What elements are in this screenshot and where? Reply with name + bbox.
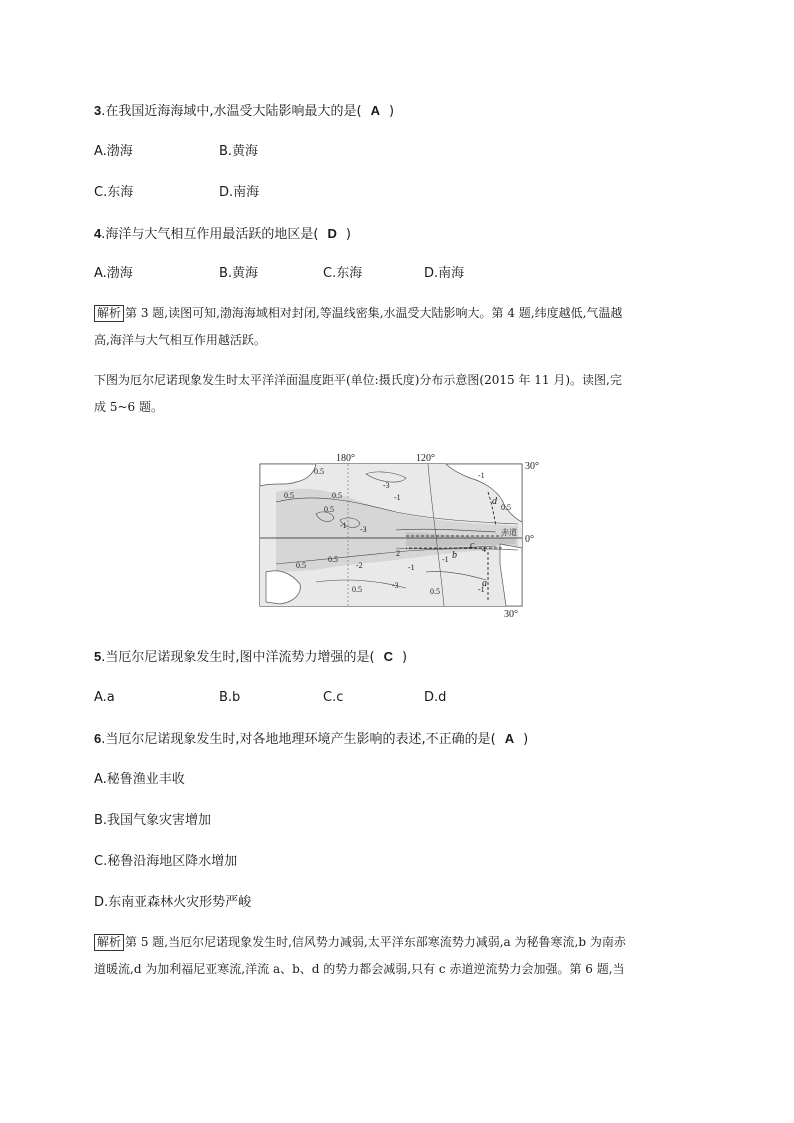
analysis-tag: 解析 — [94, 934, 124, 951]
question-number: 3 — [94, 103, 102, 118]
option-c: C.c — [323, 690, 344, 705]
option-c: C.东海 — [323, 266, 363, 281]
svg-text:-1: -1 — [478, 471, 485, 480]
svg-text:0.5: 0.5 — [328, 555, 338, 564]
option-d: D.南海 — [424, 266, 465, 281]
option-a: A.秘鲁渔业丰收 — [94, 772, 185, 787]
answer: A — [370, 103, 380, 118]
lat-label: 0° — [525, 534, 534, 545]
lon-label: 180° — [336, 453, 355, 464]
svg-text:-1: -1 — [394, 493, 401, 502]
answer: D — [327, 226, 337, 241]
svg-text:2: 2 — [396, 549, 400, 558]
current-label-d: d — [492, 496, 497, 507]
svg-text:0.5: 0.5 — [314, 467, 324, 476]
option-c: C.东海 — [94, 185, 134, 200]
svg-text:-1: -1 — [442, 555, 449, 564]
sst-anomaly-map — [256, 452, 546, 624]
svg-text:0.5: 0.5 — [352, 585, 362, 594]
option-c: C.秘鲁沿海地区降水增加 — [94, 854, 238, 869]
analysis-block-2: 解析 第 5 题,当厄尔尼诺现象发生时,信风势力减弱,太平洋东部寒流势力减弱,a 为秘鲁寒流,b 为南赤 道暖流,d 为加利福尼亚寒流,洋流 a、b、d 的势力都会减弱,只有 c 赤道逆流势力会加强。第 6 题,当 — [94, 935, 626, 976]
lon-label: 120° — [416, 453, 435, 464]
svg-text:-1: -1 — [408, 563, 415, 572]
svg-text:0.5: 0.5 — [332, 491, 342, 500]
question-3: 3.在我国近海海域中,水温受大陆影响最大的是( A ) — [94, 103, 395, 119]
current-label-b: b — [452, 550, 457, 561]
option-a: A.a — [94, 690, 115, 705]
question-6: 6.当厄尔尼诺现象发生时,对各地地理环境产生影响的表述,不正确的是( A ) — [94, 731, 529, 747]
svg-text:-2: -2 — [356, 561, 363, 570]
answer: C — [383, 649, 393, 664]
svg-text:-3: -3 — [392, 581, 399, 590]
question-number: 6 — [94, 731, 102, 746]
option-b: B.黄海 — [219, 144, 259, 159]
current-label-c: c — [470, 540, 475, 551]
option-a: A.渤海 — [94, 266, 133, 281]
question-text: .在我国近海海域中,水温受大陆影响最大的是( — [101, 104, 362, 119]
option-b: B.我国气象灾害增加 — [94, 813, 212, 828]
question-4: 4.海洋与大气相互作用最活跃的地区是( D ) — [94, 226, 351, 242]
option-d: D.南海 — [219, 185, 260, 200]
svg-text:-3: -3 — [383, 481, 390, 490]
analysis-tag: 解析 — [94, 305, 124, 322]
question-number: 4 — [94, 226, 102, 241]
svg-text:0.5: 0.5 — [284, 491, 294, 500]
svg-text:0.5: 0.5 — [430, 587, 440, 596]
equator-label: 赤道 — [501, 528, 517, 537]
svg-text:0.5: 0.5 — [324, 505, 334, 514]
option-a: A.渤海 — [94, 144, 133, 159]
lat-label: 30° — [525, 461, 539, 472]
question-text: .当厄尔尼诺现象发生时,图中洋流势力增强的是( — [101, 650, 375, 665]
map-intro: 下图为厄尔尼诺现象发生时太平洋洋面温度距平(单位:摄氏度)分布示意图(2015 年 11 月)。读图,完 成 5~6 题。 — [94, 373, 622, 414]
analysis-block-1: 解析 第 3 题,读图可知,渤海海域相对封闭,等温线密集,水温受大陆影响大。第 4 题,纬度越低,气温越 高,海洋与大气相互作用越活跃。 — [94, 306, 623, 347]
question-text: .当厄尔尼诺现象发生时,对各地地理环境产生影响的表述,不正确的是( — [101, 732, 496, 747]
svg-text:-1: -1 — [478, 585, 485, 594]
option-d: D.d — [424, 690, 447, 705]
question-5: 5.当厄尔尼诺现象发生时,图中洋流势力增强的是( C ) — [94, 649, 408, 665]
answer: A — [504, 731, 515, 746]
option-d: D.东南亚森林火灾形势严峻 — [94, 895, 252, 910]
svg-text:0.5: 0.5 — [296, 561, 306, 570]
question-text: .海洋与大气相互作用最活跃的地区是( — [101, 227, 319, 242]
svg-text:-3: -3 — [360, 525, 367, 534]
option-b: B.b — [219, 690, 241, 705]
svg-text:0.5: 0.5 — [501, 503, 511, 512]
current-label-a: a — [482, 578, 487, 589]
option-b: B.黄海 — [219, 266, 259, 281]
question-number: 5 — [94, 649, 102, 664]
svg-text:4: 4 — [482, 545, 486, 554]
lat-label: 30° — [504, 609, 518, 620]
svg-text:-1: -1 — [340, 521, 347, 530]
